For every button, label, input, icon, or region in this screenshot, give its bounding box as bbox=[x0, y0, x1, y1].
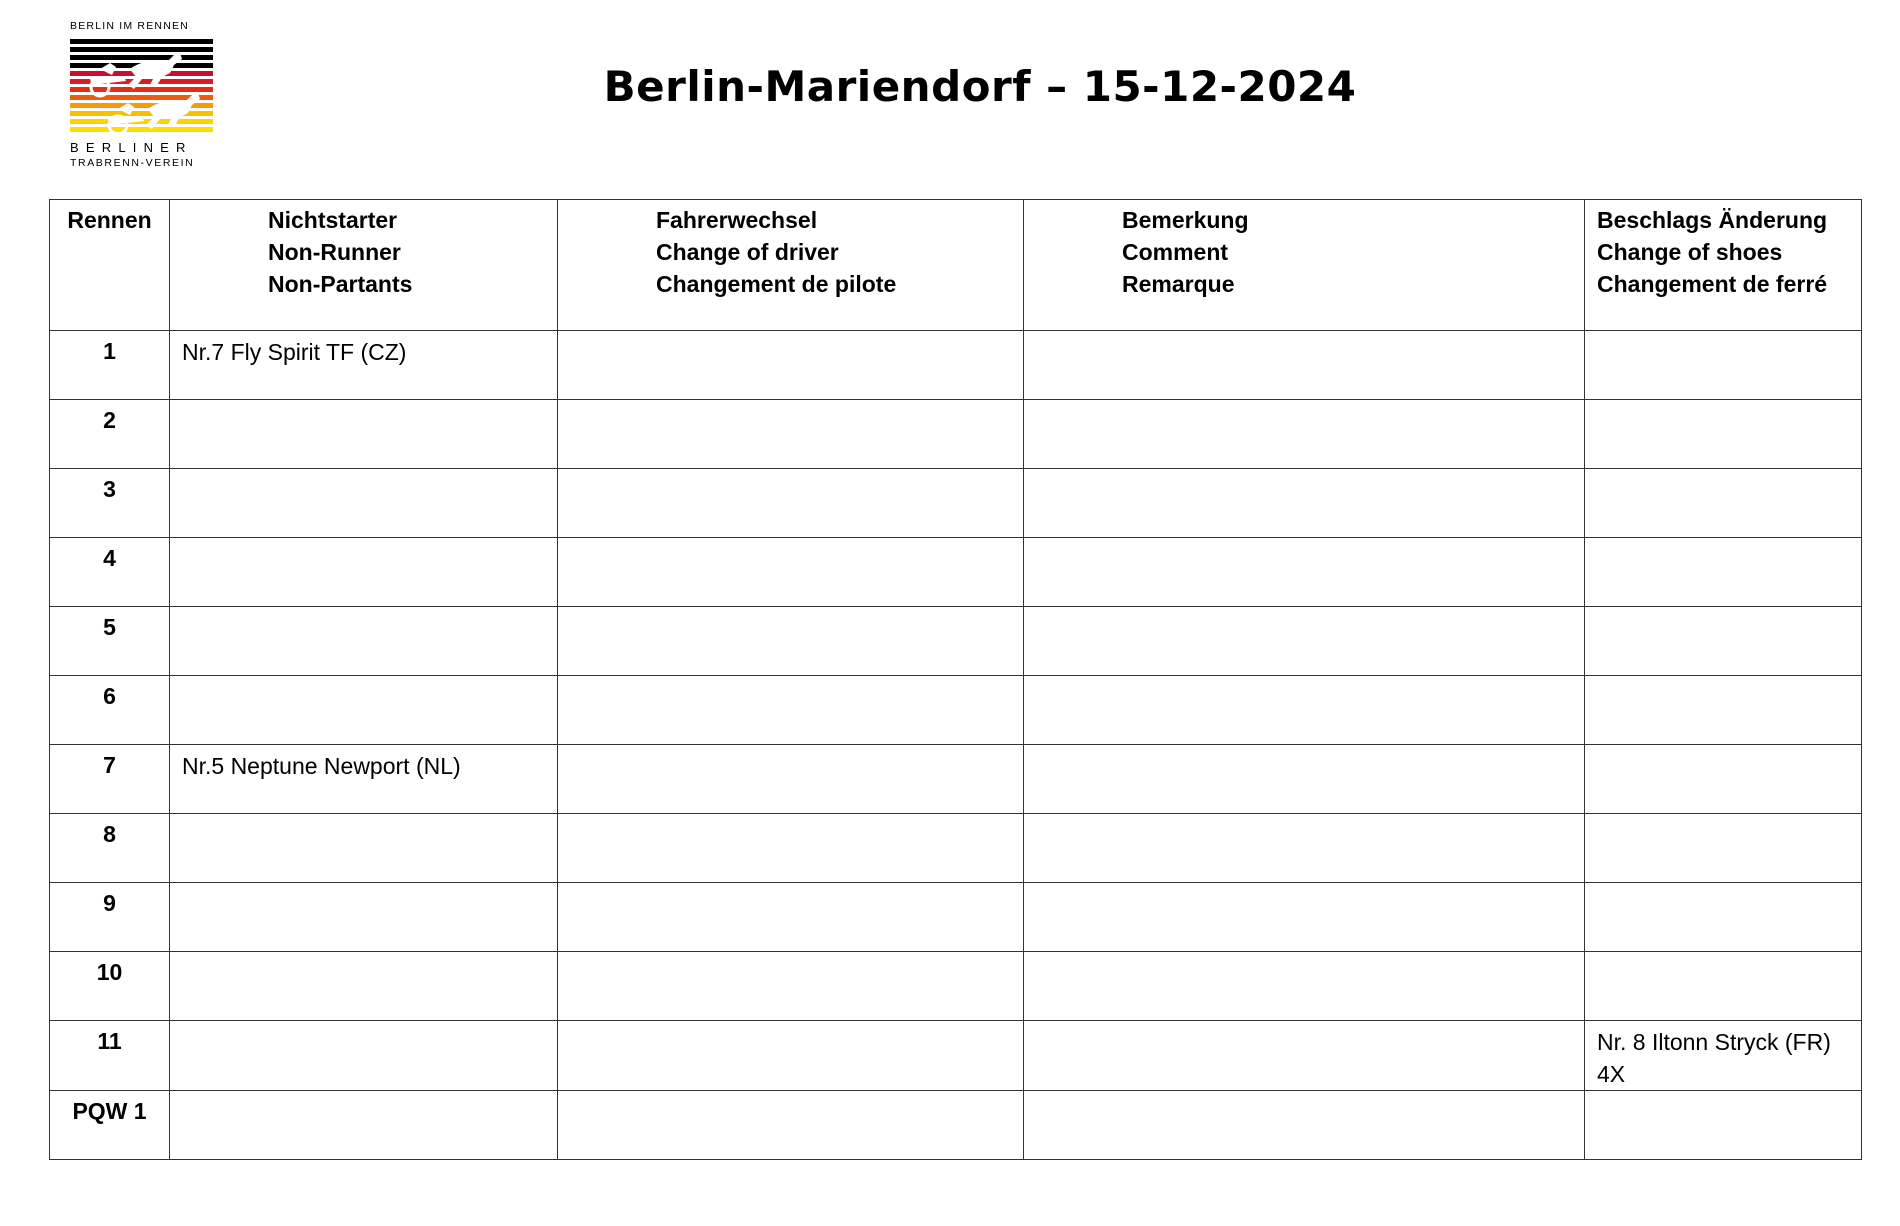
table-row bbox=[50, 745, 1862, 814]
comment-cell bbox=[1024, 814, 1585, 883]
table-row bbox=[50, 1021, 1862, 1091]
comment-cell bbox=[1024, 883, 1585, 952]
comment-cell bbox=[1024, 400, 1585, 469]
table-row bbox=[50, 883, 1862, 952]
driver-change-cell bbox=[558, 814, 1024, 883]
table-row bbox=[50, 676, 1862, 745]
race-number-cell: 11 bbox=[50, 1021, 170, 1091]
logo-top-text: BERLIN IM RENNEN bbox=[70, 20, 189, 32]
header-driver-change: Fahrerwechsel Change of driver Changement de pilote bbox=[558, 200, 1024, 331]
comment-cell bbox=[1024, 1091, 1585, 1160]
shoes-change-cell: Nr. 8 Iltonn Stryck (FR) 4X bbox=[1585, 1021, 1862, 1091]
logo-name: BERLINER bbox=[70, 140, 193, 155]
race-changes-table bbox=[49, 199, 1862, 1160]
race-number-cell: 6 bbox=[50, 676, 170, 745]
non-runner-cell bbox=[170, 538, 558, 607]
race-number-cell: 7 bbox=[50, 745, 170, 814]
driver-change-cell bbox=[558, 883, 1024, 952]
non-runner-cell bbox=[170, 1021, 558, 1091]
comment-cell bbox=[1024, 469, 1585, 538]
logo-subtitle: TRABRENN-VEREIN bbox=[70, 157, 195, 169]
table-row bbox=[50, 952, 1862, 1021]
driver-change-cell bbox=[558, 1021, 1024, 1091]
race-number-cell: 10 bbox=[50, 952, 170, 1021]
table-row bbox=[50, 814, 1862, 883]
shoes-change-cell bbox=[1585, 1091, 1862, 1160]
non-runner-cell bbox=[170, 952, 558, 1021]
comment-cell bbox=[1024, 952, 1585, 1021]
shoes-change-cell bbox=[1585, 331, 1862, 400]
driver-change-cell bbox=[558, 1091, 1024, 1160]
non-runner-cell bbox=[170, 814, 558, 883]
table-row bbox=[50, 1091, 1862, 1160]
table-row bbox=[50, 538, 1862, 607]
non-runner-cell: Nr.5 Neptune Newport (NL) bbox=[170, 745, 558, 814]
shoes-change-cell bbox=[1585, 676, 1862, 745]
non-runner-cell bbox=[170, 883, 558, 952]
page-title: Berlin-Mariendorf – 15-12-2024 bbox=[603, 62, 1357, 111]
race-number-cell: 8 bbox=[50, 814, 170, 883]
race-number-cell: 4 bbox=[50, 538, 170, 607]
comment-cell bbox=[1024, 745, 1585, 814]
driver-change-cell bbox=[558, 538, 1024, 607]
shoes-change-cell bbox=[1585, 400, 1862, 469]
comment-cell bbox=[1024, 607, 1585, 676]
driver-change-cell bbox=[558, 331, 1024, 400]
non-runner-cell bbox=[170, 1091, 558, 1160]
non-runner-cell bbox=[170, 676, 558, 745]
comment-cell bbox=[1024, 676, 1585, 745]
driver-change-cell bbox=[558, 745, 1024, 814]
driver-change-cell bbox=[558, 607, 1024, 676]
shoes-change-cell bbox=[1585, 814, 1862, 883]
race-number-cell: PQW 1 bbox=[50, 1091, 170, 1160]
driver-change-cell bbox=[558, 469, 1024, 538]
table-row bbox=[50, 400, 1862, 469]
comment-cell bbox=[1024, 1021, 1585, 1091]
race-number-cell: 2 bbox=[50, 400, 170, 469]
race-number-cell: 1 bbox=[50, 331, 170, 400]
race-number-cell: 3 bbox=[50, 469, 170, 538]
non-runner-cell bbox=[170, 607, 558, 676]
shoes-change-cell bbox=[1585, 745, 1862, 814]
driver-change-cell bbox=[558, 952, 1024, 1021]
header-rennen: Rennen bbox=[50, 200, 170, 331]
shoes-change-cell bbox=[1585, 538, 1862, 607]
comment-cell bbox=[1024, 538, 1585, 607]
driver-change-cell bbox=[558, 400, 1024, 469]
table-row bbox=[50, 469, 1862, 538]
shoes-change-cell bbox=[1585, 952, 1862, 1021]
table-row bbox=[50, 331, 1862, 400]
shoes-change-cell bbox=[1585, 607, 1862, 676]
shoes-change-cell bbox=[1585, 883, 1862, 952]
header-non-runner: Nichtstarter Non-Runner Non-Partants bbox=[170, 200, 558, 331]
driver-change-cell bbox=[558, 676, 1024, 745]
non-runner-cell: Nr.7 Fly Spirit TF (CZ) bbox=[170, 331, 558, 400]
non-runner-cell bbox=[170, 400, 558, 469]
header-shoes-change: Beschlags Änderung Change of shoes Changement de ferré bbox=[1585, 200, 1862, 331]
header-comment: Bemerkung Comment Remarque bbox=[1024, 200, 1585, 331]
non-runner-cell bbox=[170, 469, 558, 538]
race-number-cell: 5 bbox=[50, 607, 170, 676]
table-row bbox=[50, 607, 1862, 676]
shoes-change-cell bbox=[1585, 469, 1862, 538]
table-header-row bbox=[50, 200, 1862, 331]
race-number-cell: 9 bbox=[50, 883, 170, 952]
comment-cell bbox=[1024, 331, 1585, 400]
